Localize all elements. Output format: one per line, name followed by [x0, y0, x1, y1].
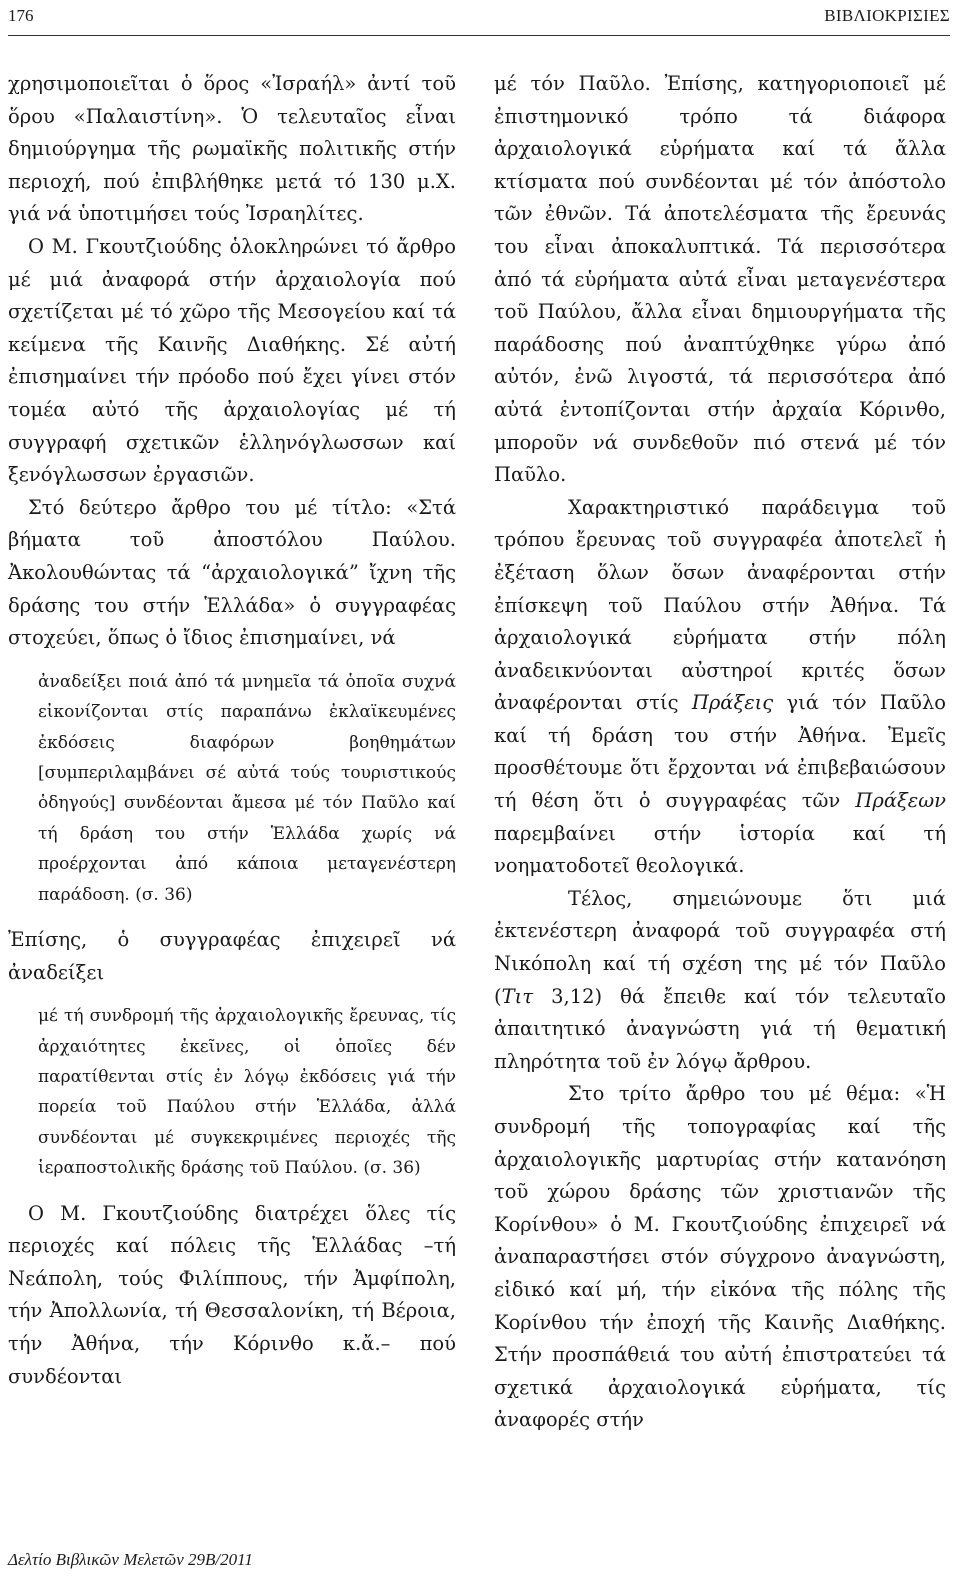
block-quote: μέ τή συνδρομή τῆς ἀρχαιολογικῆς ἔρευνας, τίς ἀρχαιότητες ἐκεῖνες, οἱ ὁποῖες δέν παρατίθενται στίς ἐν λόγῳ ἐκδόσεις γιά τήν πορεία τοῦ Παύλου στήν Ἑλλάδα, ἀλλά συνδέονται μέ συγκεκριμένες περιοχές τῆς ἱεραποστολικῆς δράσης τοῦ Παύλου. (σ. 36) [38, 1006, 456, 1179]
running-header [8, 6, 950, 32]
text-run: 3,12) θά ἔπειθε καί τόν τελευταῖο ἀπαιτητικό ἀναγνώστη γιά τή θεματική πληρότητα τοῦ ἐν λόγῳ ἄρθρου. [494, 984, 946, 1073]
section-title: ΒΙΒΛΙΟΚΡΙΣΙΕΣ [824, 6, 950, 25]
left-column [8, 68, 456, 1393]
paragraph: Στο τρίτο ἄρθρο του μέ θέμα: «Ἡ συνδρομή τῆς τοπογραφίας καί τῆς ἀρχαιολογικῆς μαρτυρίας στήν κατανόηση τοῦ χώρου δράσης τῶν χριστιανῶν τῆς Κορίνθου» ὁ Μ. Γκουτζιούδης ἐπιχειρεῖ νά ἀναπαραστήσει στόν σύγχρονο ἀναγνώστη, εἰδικό καί μή, τήν εἰκόνα τῆς πόλης τῆς Κορίνθου τήν ἐποχή τῆς Καινῆς Διαθήκης. Στήν προσπάθειά του αὐτή ἐπιστρατεύει τά σχετικά ἀρχαιολογικά εὑρήματα, τίς ἀναφορές στήν [494, 1082, 946, 1432]
paragraph: Ἐπίσης, ὁ συγγραφέας ἐπιχειρεῖ νά ἀναδείξει [8, 927, 456, 984]
header-rule [8, 35, 950, 36]
right-column [494, 68, 946, 1437]
italic-reference: Τιτ [501, 984, 534, 1008]
block-quote: ἀναδείξει ποιά ἀπό τά μνημεῖα τά ὁποῖα συχνά εἰκονίζονται στίς παραπάνω ἐκλαϊκευμένες ἐκδόσεις διαφόρων βοηθημάτων [συμπεριλαμβάνει σέ αὐτά τούς τουριστικούς ὁδηγούς] συνδέονται ἄμεσα μέ τόν Παῦλο καί τή δράση του στήν Ἑλλάδα χωρίς νά προέρχονται ἀπό κάποια μεταγενέστερη παράδοση. (σ. 36) [38, 671, 456, 905]
paragraph: μέ τόν Παῦλο. Ἐπίσης, κατηγοριοποιεῖ μέ ἐπιστημονικό τρόπο τά διάφορα ἀρχαιολογικά εὑρήματα καί τά ἄλλα κτίσματα πού συνδέονται μέ τόν ἀπόστολο τῶν ἐθνῶν. Τά ἀποτελέσματα τῆς ἔρευνάς του εἶναι ἀποκαλυπτικά. Τά περισσότερα ἀπό τά εὑρήματα αὐτά εἶναι μεταγενέστερα τοῦ Παύλου, ἄλλα εἶναι δημιουργήματα τῆς παράδοσης πού ἀναπτύχθηκε γύρω ἀπό αὐτόν, ἐνῶ λιγοστά, τά περισσότερα ἀπό αὐτά ἐντοπίζονται στήν ἀρχαία Κόρινθο, μποροῦν νά συνδεθοῦν πιό στενά μέ τόν Παῦλο. [494, 72, 946, 487]
paragraph [494, 883, 946, 1079]
italic-title: Πράξεων [855, 789, 946, 813]
page-number: 176 [8, 6, 34, 25]
journal-footer: Δελτίο Βιβλικῶν Μελετῶν 29Β/2011 [8, 1550, 253, 1569]
paragraph: Στό δεύτερο ἄρθρο του μέ τίτλο: «Στά βήματα τοῦ ἀποστόλου Παύλου. Ἀκολουθώντας τά “ἀρχαιολογικά” ἴχνη τῆς δράσης του στήν Ἑλλάδα» ὁ συγγραφέας στοχεύει, ὅπως ὁ ἴδιος ἐπισημαίνει, νά [8, 495, 456, 650]
paragraph: Ο Μ. Γκουτζιούδης διατρέχει ὅλες τίς περιοχές καί πόλεις τῆς Ἑλλάδας –τή Νεάπολη, τούς Φιλίππους, τήν Ἀμφίπολη, τήν Ἀπολλωνία, τή Θεσσαλονίκη, τή Βέροια, τήν Ἀθήνα, τήν Κόρινθο κ.ἄ.– πού συνδέονται [8, 1201, 456, 1388]
text-run: Χαρακτηριστικό παράδειγμα τοῦ τρόπου ἔρευνας τοῦ συγγραφέα ἀποτελεῖ ἡ ἐξέταση ὅλων ὅσων ἀναφέρονται στήν ἐπίσκεψη τοῦ Παύλου στήν Ἀθήνα. Τά ἀρχαιολογικά εὑρήματα στήν πόλη ἀναδεικνύονται αὐστηροί κριτές ὅσων ἀναφέρονται στίς [494, 495, 946, 715]
text-run: Τέλος, σημειώνουμε ὅτι μιά ἐκτενέστερη ἀναφορά τοῦ συγγραφέα στή Νικόπολη καί τή σχέση της μέ τόν Παῦλο ( [494, 886, 946, 1008]
paragraph [494, 492, 946, 883]
paragraph: χρησιμοποιεῖται ὁ ὅρος «Ἰσραήλ» ἀντί τοῦ ὅρου «Παλαιστίνη». Ὁ τελευταῖος εἶναι δημιούργημα τῆς ρωμαϊκῆς πολιτικῆς στήν περιοχή, πού ἐπιβλήθηκε μετά τό 130 μ.Χ. γιά νά ὑποτιμήσει τούς Ἰσραηλίτες. [8, 72, 456, 226]
text-run: παρεμβαίνει στήν ἱστορία καί τή νοηματοδοτεῖ θεολογικά. [494, 821, 946, 878]
paragraph: Ο Μ. Γκουτζιούδης ὁλοκληρώνει τό ἄρθρο μέ μιά ἀναφορά στήν ἀρχαιολογία πού σχετίζεται μέ τό χῶρο τῆς Μεσογείου καί τά κείμενα τῆς Καινῆς Διαθήκης. Σέ αὐτή ἐπισημαίνει τήν πρόοδο πού ἔχει γίνει στόν τομέα αὐτό τῆς ἀρχαιολογίας μέ τή συγγραφή σχετικῶν ἑλληνόγλωσσων καί ξενόγλωσσων ἐργασιῶν. [8, 234, 456, 487]
text-run: γιά τόν Παῦλο καί τή δράση του στήν Ἀθήνα. Ἐμεῖς προσθέτουμε ὅτι ἔρχονται νά ἐπιβεβαιώσουν τή θέση ὅτι ὁ συγγραφέας τῶν [494, 691, 947, 813]
italic-title: Πράξεις [691, 691, 774, 715]
